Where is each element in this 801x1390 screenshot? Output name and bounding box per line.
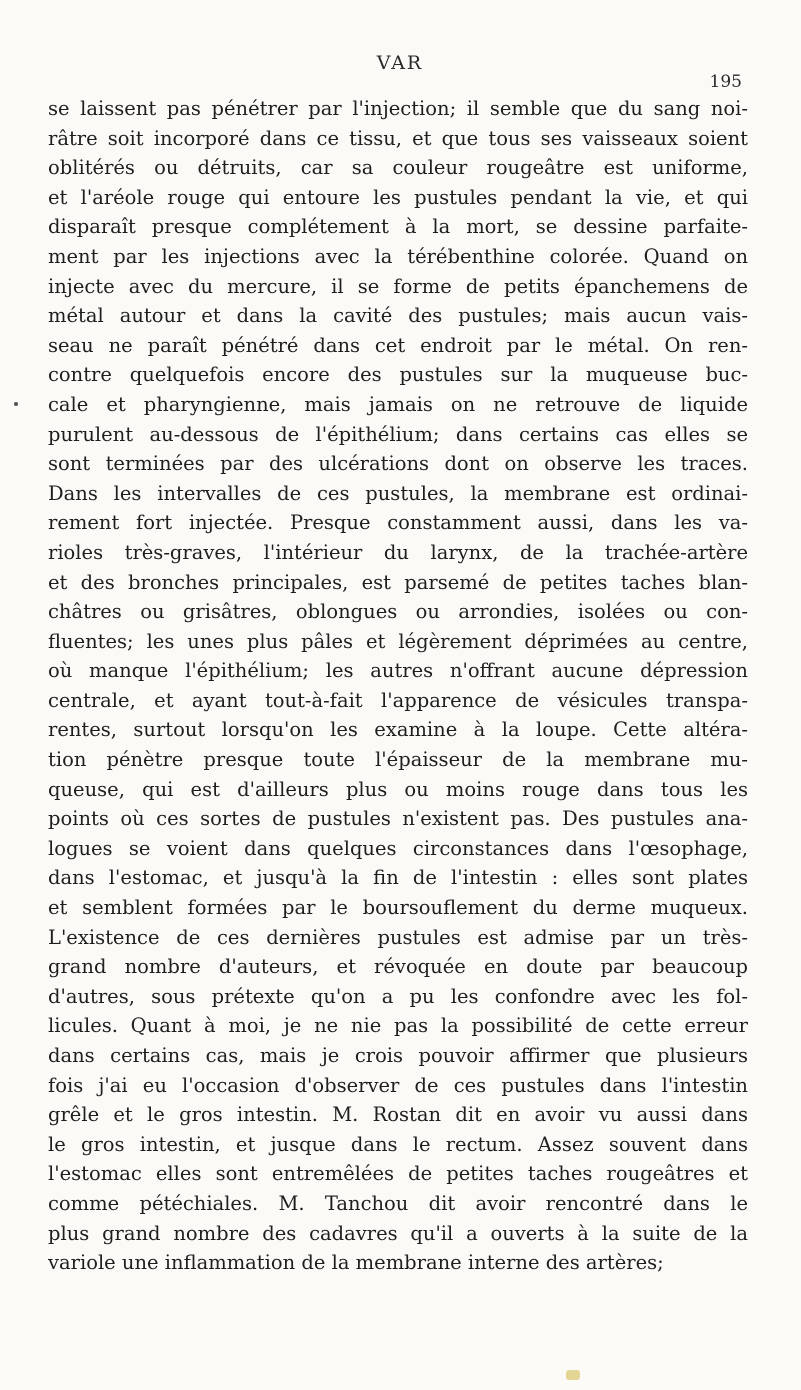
text-line: Dans les intervalles de ces pustules, la membrane est ordinai- bbox=[48, 481, 748, 505]
page-header bbox=[60, 48, 742, 92]
text-line: cale et pharyngienne, mais jamais on ne retrouve de liquide bbox=[48, 392, 748, 416]
text-line: logues se voient dans quelques circonstances dans l'œsophage, bbox=[48, 836, 748, 860]
text-line: tion pénètre presque toute l'épaisseur de la membrane mu- bbox=[48, 748, 748, 772]
page-number: 195 bbox=[709, 72, 742, 92]
text-line: licules. Quant à moi, je ne nie pas la possibilité de cette erreur bbox=[48, 1014, 748, 1038]
text-line: dans certains cas, mais je crois pouvoir affirmer que plusieurs bbox=[48, 1044, 748, 1067]
text-line: rentes, surtout lorsqu'on les examine à la loupe. Cette altéra- bbox=[48, 718, 748, 742]
text-line: comme pétéchiales. M. Tanchou dit avoir rencontré dans le bbox=[48, 1191, 748, 1215]
text-line: seau ne paraît pénétré dans cet endroit par le métal. On ren- bbox=[48, 333, 748, 357]
text-line: disparaît presque complétement à la mort, se dessine parfaite- bbox=[48, 215, 748, 239]
body-text bbox=[48, 94, 748, 1278]
text-line: plus grand nombre des cadavres qu'il a ouverts à la suite de la bbox=[48, 1221, 748, 1245]
running-head: VAR bbox=[376, 52, 424, 74]
text-line: sont terminées par des ulcérations dont on observe les traces. bbox=[48, 452, 748, 476]
text-line: contre quelquefois encore des pustules sur la muqueuse buc- bbox=[48, 363, 748, 387]
text-line: rement fort injectée. Presque constamment aussi, dans les va- bbox=[48, 511, 748, 535]
text-line: centrale, et ayant tout-à-fait l'apparence de vésicules transpa- bbox=[48, 688, 748, 712]
text-line: L'existence de ces dernières pustules est admise par un très- bbox=[48, 925, 748, 949]
text-line: ment par les injections avec la térébenthine colorée. Quand on bbox=[48, 244, 748, 268]
text-line: le gros intestin, et jusque dans le rectum. Assez souvent dans bbox=[48, 1132, 748, 1156]
text-line: injecte avec du mercure, il se forme de petits épanchemens de bbox=[48, 274, 748, 298]
text-line: se laissent pas pénétrer par l'injection; il semble que du sang noi- bbox=[48, 97, 748, 120]
text-line: et des bronches principales, est parsemé de petites taches blan- bbox=[48, 570, 748, 594]
text-line: d'autres, sous prétexte qu'on a pu les confondre avec les fol- bbox=[48, 984, 748, 1008]
text-line: dans l'estomac, et jusqu'à la fin de l'intestin : elles sont plates bbox=[48, 866, 748, 890]
text-line: châtres ou grisâtres, oblongues ou arrondies, isolées ou con- bbox=[48, 600, 748, 624]
text-line: purulent au-dessous de l'épithélium; dans certains cas elles se bbox=[48, 422, 748, 446]
text-line: variole une inflammation de la membrane interne des artères; bbox=[48, 1251, 664, 1275]
text-line: râtre soit incorporé dans ce tissu, et que tous ses vaisseaux soient bbox=[48, 126, 748, 150]
text-line: fois j'ai eu l'occasion d'observer de ces pustules dans l'intestin bbox=[48, 1073, 748, 1097]
text-line: oblitérés ou détruits, car sa couleur rougeâtre est uniforme, bbox=[48, 156, 748, 180]
paper-stain bbox=[566, 1370, 580, 1380]
text-line: grêle et le gros intestin. M. Rostan dit en avoir vu aussi dans bbox=[48, 1103, 748, 1127]
text-line: queuse, qui est d'ailleurs plus ou moins rouge dans tous les bbox=[48, 777, 748, 801]
text-line: points où ces sortes de pustules n'existent pas. Des pustules ana- bbox=[48, 807, 748, 831]
text-line: rioles très-graves, l'intérieur du larynx, de la trachée-artère bbox=[48, 540, 748, 564]
text-line: grand nombre d'auteurs, et révoquée en doute par beaucoup bbox=[48, 955, 748, 979]
text-line: métal autour et dans la cavité des pustules; mais aucun vais- bbox=[48, 304, 748, 328]
text-line: où manque l'épithélium; les autres n'offrant aucune dépression bbox=[48, 659, 748, 683]
text-line: et semblent formées par le boursouflement du derme muqueux. bbox=[48, 896, 748, 920]
text-line: et l'aréole rouge qui entoure les pustules pendant la vie, et qui bbox=[48, 185, 748, 209]
text-line: fluentes; les unes plus pâles et légèrement déprimées au centre, bbox=[48, 629, 748, 653]
text-line: l'estomac elles sont entremêlées de petites taches rougeâtres et bbox=[48, 1162, 748, 1186]
margin-dot bbox=[14, 402, 18, 406]
